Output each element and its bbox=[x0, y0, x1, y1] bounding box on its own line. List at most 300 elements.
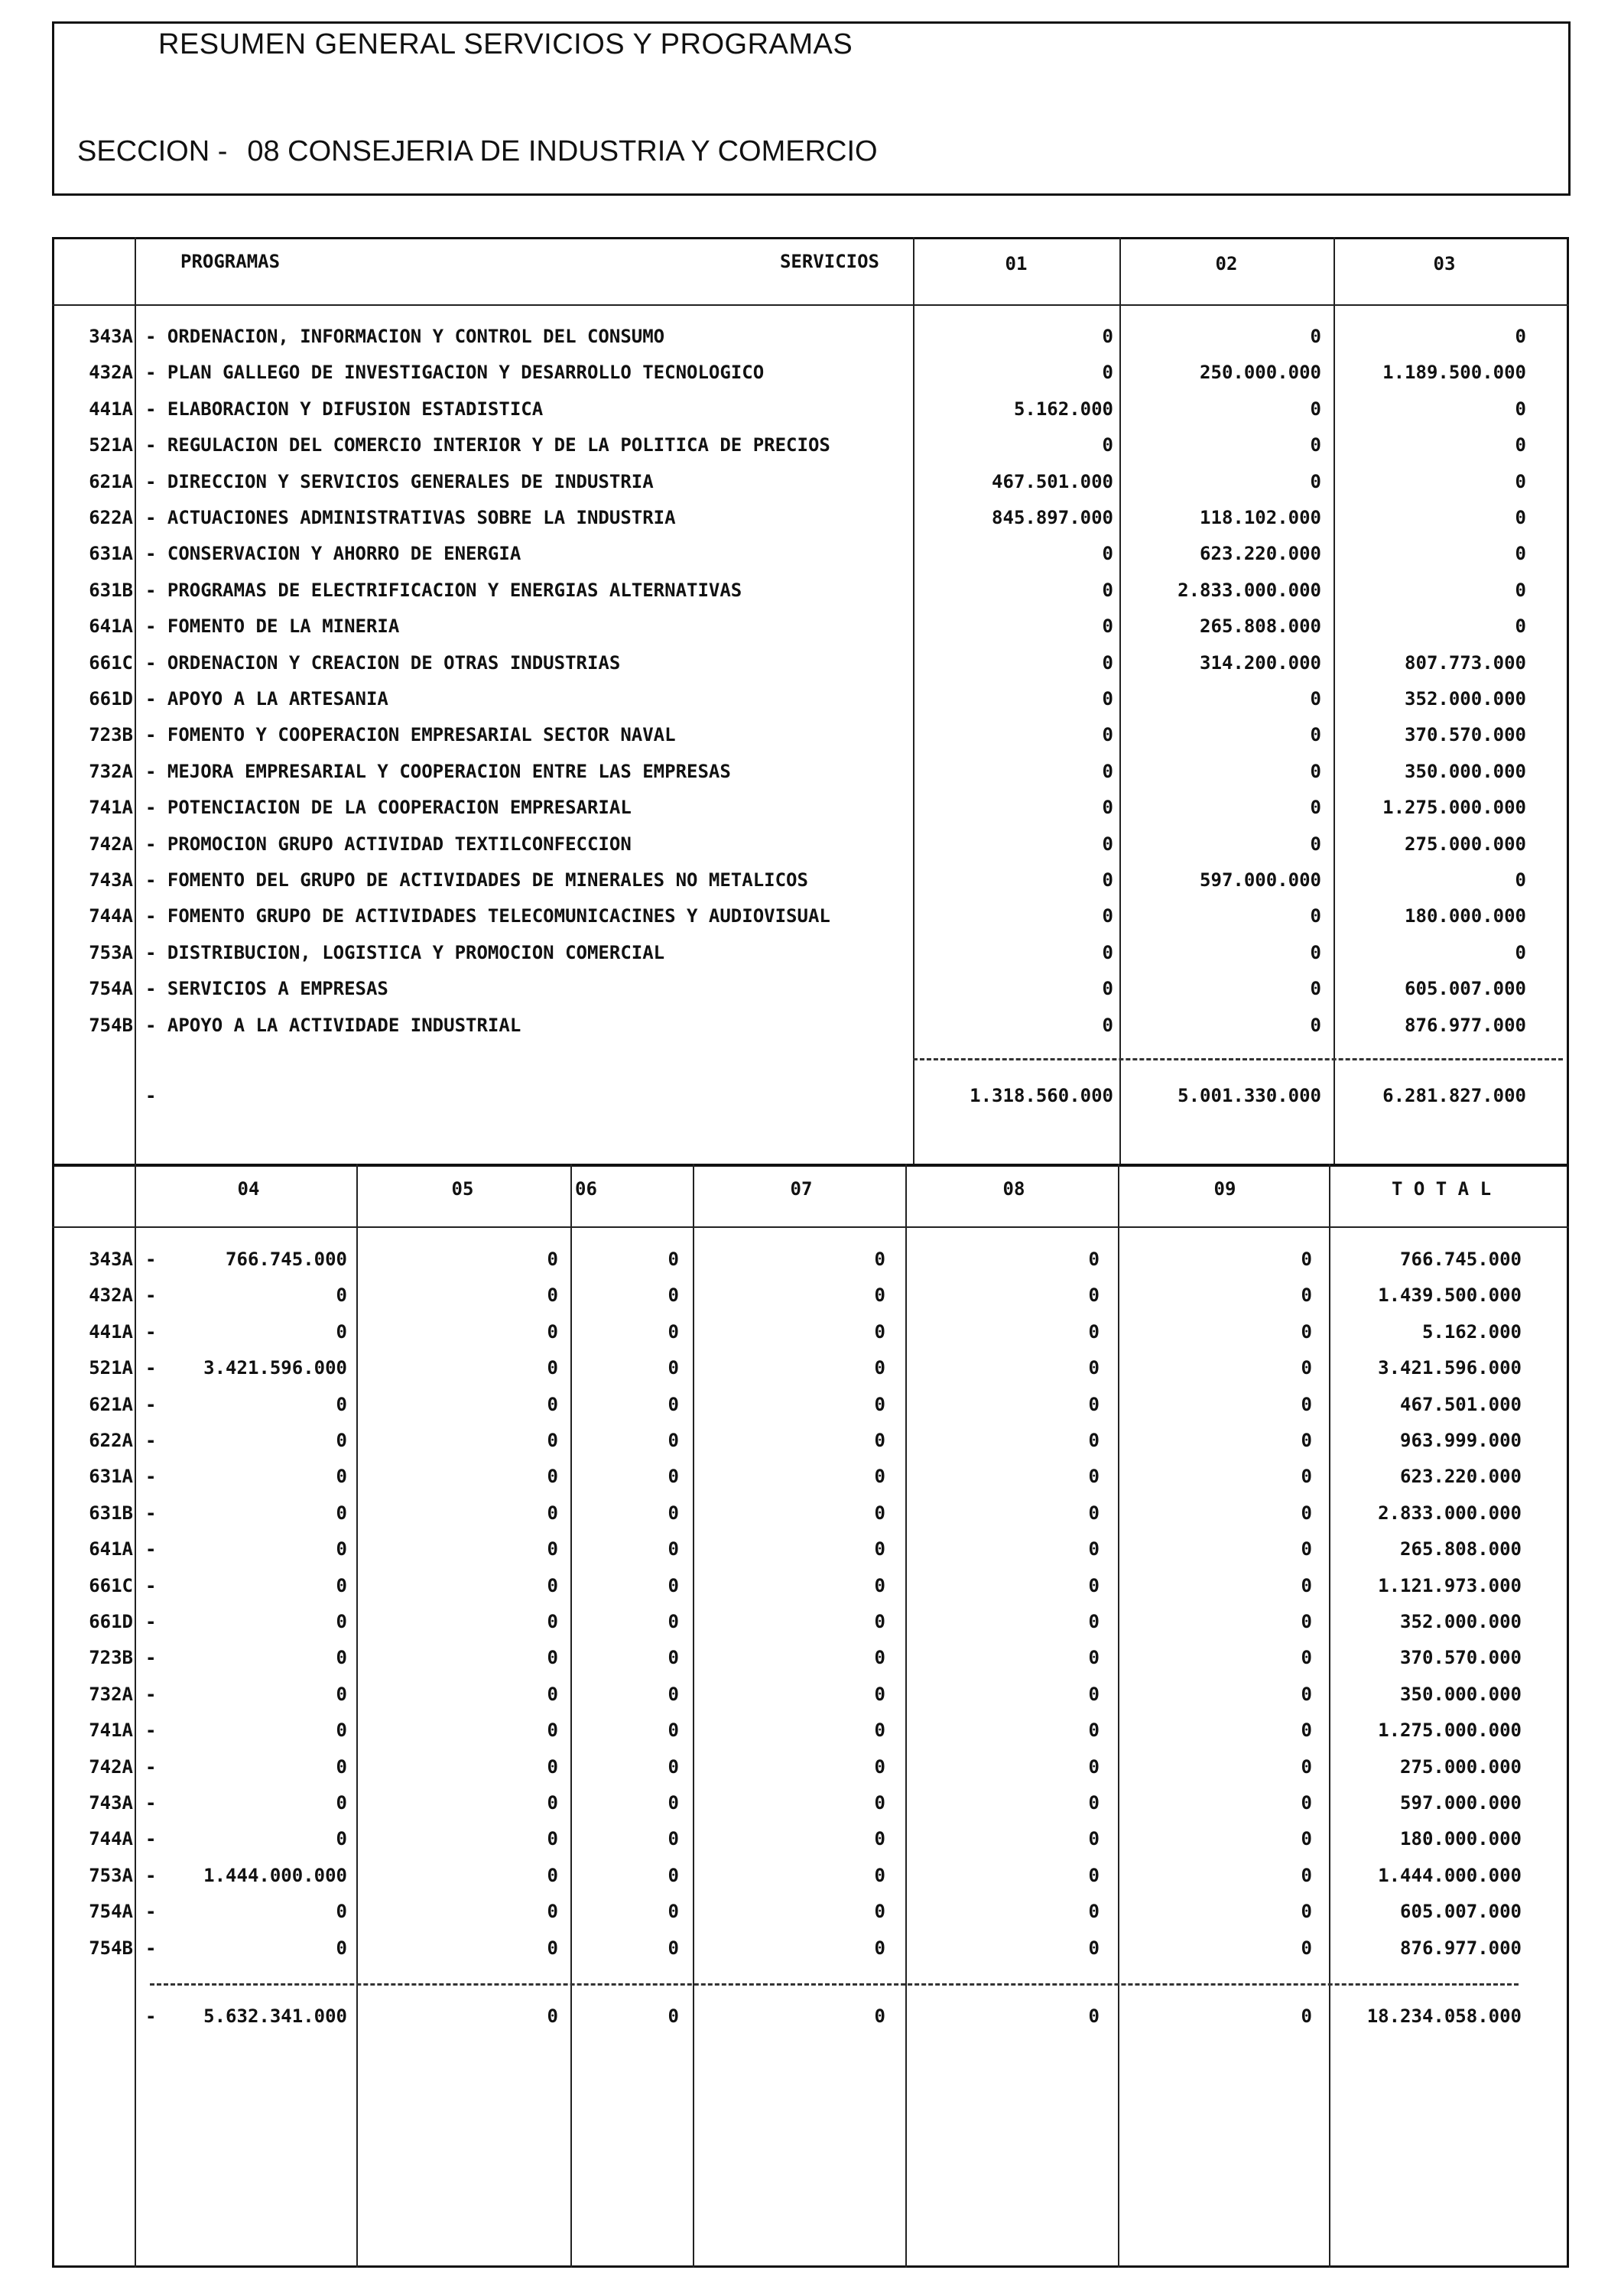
row-description: - ORDENACION, INFORMACION Y CONTROL DEL CONSUMO bbox=[145, 326, 665, 347]
row-code: 744A bbox=[89, 1828, 133, 1849]
cell-03: 350.000.000 bbox=[1405, 761, 1526, 782]
servicios-header: SERVICIOS bbox=[779, 251, 879, 272]
part1-header-rule bbox=[52, 304, 1569, 306]
row-code: 753A bbox=[89, 942, 133, 963]
cell-04: 0 bbox=[336, 1792, 347, 1814]
cell-08: 0 bbox=[1088, 1538, 1100, 1560]
row-description: - PROGRAMAS DE ELECTRIFICACION Y ENERGIAS ALTERNATIVAS bbox=[145, 580, 742, 601]
row-description: - DISTRIBUCION, LOGISTICA Y PROMOCION COMERCIAL bbox=[145, 942, 665, 963]
cell-01: 0 bbox=[1102, 688, 1113, 710]
cell-total: 3.421.596.000 bbox=[1378, 1357, 1522, 1379]
cell-01: 0 bbox=[1102, 942, 1113, 963]
section-value: 08 CONSEJERIA DE INDUSTRIA Y COMERCIO bbox=[247, 135, 878, 167]
cell-04: 0 bbox=[336, 1828, 347, 1849]
cell-total: 275.000.000 bbox=[1400, 1756, 1522, 1778]
cell-07: 0 bbox=[874, 1466, 885, 1487]
cell-06: 0 bbox=[668, 1357, 679, 1379]
row-dash: - bbox=[145, 1357, 157, 1379]
row-dash: - bbox=[145, 1828, 157, 1849]
part2-col-rule bbox=[905, 1164, 907, 2268]
row-code: 723B bbox=[89, 724, 133, 745]
cell-06: 0 bbox=[668, 1284, 679, 1306]
programas-header: PROGRAMAS bbox=[180, 251, 281, 272]
cell-total: 180.000.000 bbox=[1400, 1828, 1522, 1849]
cell-09: 0 bbox=[1301, 1792, 1312, 1814]
row-description: - PROMOCION GRUPO ACTIVIDAD TEXTILCONFECCION bbox=[145, 833, 632, 855]
row-code: 631A bbox=[89, 543, 133, 564]
cell-09: 0 bbox=[1301, 1538, 1312, 1560]
cell-01: 0 bbox=[1102, 362, 1113, 383]
cell-02: 0 bbox=[1310, 978, 1321, 999]
part2-col-rule bbox=[570, 1164, 572, 2268]
row-code: 622A bbox=[89, 1430, 133, 1451]
row-dash: - bbox=[145, 1249, 157, 1270]
cell-02: 0 bbox=[1310, 1015, 1321, 1036]
part1-total-01: 1.318.560.000 bbox=[970, 1085, 1113, 1106]
cell-09: 0 bbox=[1301, 1284, 1312, 1306]
cell-07: 0 bbox=[874, 1394, 885, 1415]
cell-02: 0 bbox=[1310, 905, 1321, 927]
row-dash: - bbox=[145, 1937, 157, 1959]
row-code: 744A bbox=[89, 905, 133, 927]
cell-08: 0 bbox=[1088, 1611, 1100, 1632]
col-header-01: 01 bbox=[1005, 253, 1028, 274]
cell-01: 0 bbox=[1102, 652, 1113, 674]
cell-total: 963.999.000 bbox=[1400, 1430, 1522, 1451]
row-code: 753A bbox=[89, 1865, 133, 1886]
cell-08: 0 bbox=[1088, 1684, 1100, 1705]
col-header-02: 02 bbox=[1215, 253, 1238, 274]
cell-07: 0 bbox=[874, 1430, 885, 1451]
cell-01: 0 bbox=[1102, 833, 1113, 855]
part2-header-rule bbox=[52, 1226, 1569, 1228]
cell-02: 0 bbox=[1310, 434, 1321, 456]
part1-col-rule bbox=[135, 237, 136, 1164]
cell-03: 807.773.000 bbox=[1405, 652, 1526, 674]
row-code: 521A bbox=[89, 434, 133, 456]
cell-03: 605.007.000 bbox=[1405, 978, 1526, 999]
cell-02: 0 bbox=[1310, 942, 1321, 963]
cell-08: 0 bbox=[1088, 1792, 1100, 1814]
row-code: 441A bbox=[89, 398, 133, 420]
cell-06: 0 bbox=[668, 1575, 679, 1596]
row-code: 343A bbox=[89, 326, 133, 347]
cell-03: 1.275.000.000 bbox=[1382, 797, 1526, 818]
cell-09: 0 bbox=[1301, 1720, 1312, 1741]
row-description: - DIRECCION Y SERVICIOS GENERALES DE INDUSTRIA bbox=[145, 471, 654, 492]
cell-02: 0 bbox=[1310, 326, 1321, 347]
cell-05: 0 bbox=[547, 1357, 558, 1379]
cell-03: 0 bbox=[1515, 326, 1526, 347]
cell-02: 2.833.000.000 bbox=[1178, 580, 1321, 601]
row-code: 631B bbox=[89, 580, 133, 601]
cell-05: 0 bbox=[547, 1792, 558, 1814]
row-code: 432A bbox=[89, 1284, 133, 1306]
cell-03: 0 bbox=[1515, 615, 1526, 637]
cell-03: 370.570.000 bbox=[1405, 724, 1526, 745]
cell-07: 0 bbox=[874, 1684, 885, 1705]
row-description: - APOYO A LA ACTIVIDADE INDUSTRIAL bbox=[145, 1015, 521, 1036]
cell-total: 766.745.000 bbox=[1400, 1249, 1522, 1270]
cell-07: 0 bbox=[874, 1756, 885, 1778]
section-label: SECCION - bbox=[77, 135, 228, 167]
part2-col-rule bbox=[356, 1164, 358, 2268]
cell-04: 0 bbox=[336, 1321, 347, 1343]
cell-05: 0 bbox=[547, 1575, 558, 1596]
cell-total: 467.501.000 bbox=[1400, 1394, 1522, 1415]
cell-03: 275.000.000 bbox=[1405, 833, 1526, 855]
part2-total-09: 0 bbox=[1301, 2005, 1312, 2027]
row-description: - FOMENTO GRUPO DE ACTIVIDADES TELECOMUNICACINES Y AUDIOVISUAL bbox=[145, 905, 830, 927]
cell-04: 1.444.000.000 bbox=[203, 1865, 347, 1886]
col-header-total: T O T A L bbox=[1391, 1178, 1492, 1200]
col-header-06: 06 bbox=[575, 1178, 597, 1200]
cell-07: 0 bbox=[874, 1502, 885, 1524]
cell-09: 0 bbox=[1301, 1611, 1312, 1632]
cell-01: 5.162.000 bbox=[1013, 398, 1113, 420]
row-dash: - bbox=[145, 1792, 157, 1814]
row-description: - FOMENTO Y COOPERACION EMPRESARIAL SECTOR NAVAL bbox=[145, 724, 676, 745]
cell-05: 0 bbox=[547, 1249, 558, 1270]
cell-09: 0 bbox=[1301, 1756, 1312, 1778]
cell-06: 0 bbox=[668, 1502, 679, 1524]
cell-01: 0 bbox=[1102, 326, 1113, 347]
cell-08: 0 bbox=[1088, 1430, 1100, 1451]
cell-04: 0 bbox=[336, 1720, 347, 1741]
cell-02: 0 bbox=[1310, 724, 1321, 745]
cell-04: 0 bbox=[336, 1756, 347, 1778]
cell-09: 0 bbox=[1301, 1865, 1312, 1886]
part2-total-05: 0 bbox=[547, 2005, 558, 2027]
cell-02: 265.808.000 bbox=[1200, 615, 1321, 637]
row-dash: - bbox=[145, 1284, 157, 1306]
row-description: - ORDENACION Y CREACION DE OTRAS INDUSTRIAS bbox=[145, 652, 621, 674]
cell-total: 5.162.000 bbox=[1421, 1321, 1522, 1343]
cell-04: 0 bbox=[336, 1611, 347, 1632]
cell-04: 0 bbox=[336, 1937, 347, 1959]
cell-07: 0 bbox=[874, 1647, 885, 1668]
row-dash: - bbox=[145, 1502, 157, 1524]
cell-06: 0 bbox=[668, 1647, 679, 1668]
cell-04: 0 bbox=[336, 1466, 347, 1487]
cell-07: 0 bbox=[874, 1321, 885, 1343]
row-code: 441A bbox=[89, 1321, 133, 1343]
cell-05: 0 bbox=[547, 1430, 558, 1451]
cell-01: 0 bbox=[1102, 434, 1113, 456]
cell-08: 0 bbox=[1088, 1756, 1100, 1778]
row-code: 521A bbox=[89, 1357, 133, 1379]
cell-total: 1.444.000.000 bbox=[1378, 1865, 1522, 1886]
col-header-08: 08 bbox=[1002, 1178, 1025, 1200]
cell-08: 0 bbox=[1088, 1394, 1100, 1415]
cell-08: 0 bbox=[1088, 1720, 1100, 1741]
cell-09: 0 bbox=[1301, 1321, 1312, 1343]
cell-09: 0 bbox=[1301, 1466, 1312, 1487]
cell-09: 0 bbox=[1301, 1430, 1312, 1451]
cell-08: 0 bbox=[1088, 1321, 1100, 1343]
cell-01: 0 bbox=[1102, 905, 1113, 927]
row-description: - REGULACION DEL COMERCIO INTERIOR Y DE LA POLITICA DE PRECIOS bbox=[145, 434, 830, 456]
cell-07: 0 bbox=[874, 1901, 885, 1922]
cell-08: 0 bbox=[1088, 1249, 1100, 1270]
cell-02: 0 bbox=[1310, 471, 1321, 492]
cell-03: 0 bbox=[1515, 580, 1526, 601]
cell-09: 0 bbox=[1301, 1394, 1312, 1415]
part2-total-dash: - bbox=[145, 2005, 157, 2027]
row-dash: - bbox=[145, 1684, 157, 1705]
cell-02: 0 bbox=[1310, 688, 1321, 710]
row-description: - POTENCIACION DE LA COOPERACION EMPRESARIAL bbox=[145, 797, 632, 818]
row-dash: - bbox=[145, 1865, 157, 1886]
cell-total: 605.007.000 bbox=[1400, 1901, 1522, 1922]
cell-05: 0 bbox=[547, 1466, 558, 1487]
cell-05: 0 bbox=[547, 1720, 558, 1741]
cell-07: 0 bbox=[874, 1937, 885, 1959]
row-dash: - bbox=[145, 1430, 157, 1451]
row-description: - CONSERVACION Y AHORRO DE ENERGIA bbox=[145, 543, 521, 564]
row-code: 622A bbox=[89, 507, 133, 528]
cell-02: 118.102.000 bbox=[1200, 507, 1321, 528]
cell-09: 0 bbox=[1301, 1575, 1312, 1596]
row-description: - PLAN GALLEGO DE INVESTIGACION Y DESARROLLO TECNOLOGICO bbox=[145, 362, 765, 383]
cell-03: 0 bbox=[1515, 471, 1526, 492]
cell-01: 0 bbox=[1102, 724, 1113, 745]
cell-07: 0 bbox=[874, 1865, 885, 1886]
cell-02: 0 bbox=[1310, 797, 1321, 818]
cell-08: 0 bbox=[1088, 1647, 1100, 1668]
cell-total: 623.220.000 bbox=[1400, 1466, 1522, 1487]
cell-03: 352.000.000 bbox=[1405, 688, 1526, 710]
cell-05: 0 bbox=[547, 1394, 558, 1415]
row-code: 754A bbox=[89, 1901, 133, 1922]
cell-02: 623.220.000 bbox=[1200, 543, 1321, 564]
cell-01: 0 bbox=[1102, 869, 1113, 891]
row-description: - ELABORACION Y DIFUSION ESTADISTICA bbox=[145, 398, 544, 420]
part1-total-02: 5.001.330.000 bbox=[1178, 1085, 1321, 1106]
cell-04: 0 bbox=[336, 1430, 347, 1451]
row-code: 732A bbox=[89, 761, 133, 782]
row-dash: - bbox=[145, 1321, 157, 1343]
cell-05: 0 bbox=[547, 1502, 558, 1524]
cell-02: 0 bbox=[1310, 761, 1321, 782]
cell-06: 0 bbox=[668, 1466, 679, 1487]
row-description: - MEJORA EMPRESARIAL Y COOPERACION ENTRE LAS EMPRESAS bbox=[145, 761, 731, 782]
cell-01: 0 bbox=[1102, 543, 1113, 564]
cell-08: 0 bbox=[1088, 1357, 1100, 1379]
document-header bbox=[52, 21, 1571, 196]
cell-01: 467.501.000 bbox=[992, 471, 1113, 492]
cell-03: 1.189.500.000 bbox=[1382, 362, 1526, 383]
cell-04: 0 bbox=[336, 1575, 347, 1596]
part2-total-04: 5.632.341.000 bbox=[203, 2005, 347, 2027]
cell-06: 0 bbox=[668, 1901, 679, 1922]
part2-total-total: 18.234.058.000 bbox=[1366, 2005, 1522, 2027]
row-dash: - bbox=[145, 1575, 157, 1596]
cell-03: 0 bbox=[1515, 543, 1526, 564]
cell-04: 0 bbox=[336, 1647, 347, 1668]
row-code: 741A bbox=[89, 1720, 133, 1741]
section-line bbox=[77, 135, 878, 168]
cell-04: 0 bbox=[336, 1538, 347, 1560]
cell-total: 597.000.000 bbox=[1400, 1792, 1522, 1814]
part2-total-08: 0 bbox=[1088, 2005, 1100, 2027]
cell-01: 0 bbox=[1102, 797, 1113, 818]
cell-05: 0 bbox=[547, 1937, 558, 1959]
part1-total-03: 6.281.827.000 bbox=[1382, 1085, 1526, 1106]
cell-05: 0 bbox=[547, 1901, 558, 1922]
cell-08: 0 bbox=[1088, 1575, 1100, 1596]
cell-01: 845.897.000 bbox=[992, 507, 1113, 528]
cell-01: 0 bbox=[1102, 761, 1113, 782]
row-code: 742A bbox=[89, 1756, 133, 1778]
cell-09: 0 bbox=[1301, 1357, 1312, 1379]
row-code: 631A bbox=[89, 1466, 133, 1487]
row-code: 754B bbox=[89, 1015, 133, 1036]
cell-01: 0 bbox=[1102, 1015, 1113, 1036]
cell-total: 350.000.000 bbox=[1400, 1684, 1522, 1705]
cell-03: 0 bbox=[1515, 398, 1526, 420]
cell-09: 0 bbox=[1301, 1684, 1312, 1705]
cell-06: 0 bbox=[668, 1611, 679, 1632]
cell-06: 0 bbox=[668, 1684, 679, 1705]
cell-04: 0 bbox=[336, 1284, 347, 1306]
cell-03: 180.000.000 bbox=[1405, 905, 1526, 927]
cell-09: 0 bbox=[1301, 1901, 1312, 1922]
cell-05: 0 bbox=[547, 1321, 558, 1343]
cell-06: 0 bbox=[668, 1321, 679, 1343]
cell-01: 0 bbox=[1102, 978, 1113, 999]
row-code: 741A bbox=[89, 797, 133, 818]
row-code: 754B bbox=[89, 1937, 133, 1959]
cell-01: 0 bbox=[1102, 580, 1113, 601]
cell-06: 0 bbox=[668, 1394, 679, 1415]
cell-05: 0 bbox=[547, 1828, 558, 1849]
part2-total-07: 0 bbox=[874, 2005, 885, 2027]
cell-02: 0 bbox=[1310, 833, 1321, 855]
row-code: 621A bbox=[89, 1394, 133, 1415]
cell-total: 370.570.000 bbox=[1400, 1647, 1522, 1668]
row-code: 754A bbox=[89, 978, 133, 999]
row-description: - FOMENTO DEL GRUPO DE ACTIVIDADES DE MINERALES NO METALICOS bbox=[145, 869, 808, 891]
cell-07: 0 bbox=[874, 1828, 885, 1849]
cell-06: 0 bbox=[668, 1756, 679, 1778]
col-header-09: 09 bbox=[1213, 1178, 1236, 1200]
cell-08: 0 bbox=[1088, 1502, 1100, 1524]
row-code: 631B bbox=[89, 1502, 133, 1524]
row-dash: - bbox=[145, 1538, 157, 1560]
cell-06: 0 bbox=[668, 1828, 679, 1849]
cell-05: 0 bbox=[547, 1756, 558, 1778]
row-code: 343A bbox=[89, 1249, 133, 1270]
cell-06: 0 bbox=[668, 1865, 679, 1886]
row-code: 661C bbox=[89, 1575, 133, 1596]
cell-06: 0 bbox=[668, 1792, 679, 1814]
row-description: - APOYO A LA ARTESANIA bbox=[145, 688, 388, 710]
cell-07: 0 bbox=[874, 1357, 885, 1379]
row-code: 621A bbox=[89, 471, 133, 492]
cell-04: 766.745.000 bbox=[226, 1249, 347, 1270]
part1-total-rule bbox=[913, 1058, 1563, 1060]
cell-06: 0 bbox=[668, 1430, 679, 1451]
cell-02: 314.200.000 bbox=[1200, 652, 1321, 674]
cell-04: 0 bbox=[336, 1684, 347, 1705]
row-description: - FOMENTO DE LA MINERIA bbox=[145, 615, 400, 637]
row-code: 641A bbox=[89, 615, 133, 637]
cell-04: 0 bbox=[336, 1901, 347, 1922]
cell-07: 0 bbox=[874, 1611, 885, 1632]
row-code: 732A bbox=[89, 1684, 133, 1705]
cell-01: 0 bbox=[1102, 615, 1113, 637]
row-dash: - bbox=[145, 1720, 157, 1741]
cell-09: 0 bbox=[1301, 1647, 1312, 1668]
row-dash: - bbox=[145, 1394, 157, 1415]
cell-07: 0 bbox=[874, 1538, 885, 1560]
cell-05: 0 bbox=[547, 1647, 558, 1668]
cell-08: 0 bbox=[1088, 1828, 1100, 1849]
cell-03: 0 bbox=[1515, 434, 1526, 456]
cell-05: 0 bbox=[547, 1284, 558, 1306]
cell-08: 0 bbox=[1088, 1466, 1100, 1487]
cell-05: 0 bbox=[547, 1611, 558, 1632]
cell-07: 0 bbox=[874, 1249, 885, 1270]
row-description: - SERVICIOS A EMPRESAS bbox=[145, 978, 388, 999]
cell-total: 1.275.000.000 bbox=[1378, 1720, 1522, 1741]
col-header-04: 04 bbox=[237, 1178, 260, 1200]
row-code: 641A bbox=[89, 1538, 133, 1560]
cell-04: 0 bbox=[336, 1502, 347, 1524]
cell-04: 0 bbox=[336, 1394, 347, 1415]
col-header-05: 05 bbox=[451, 1178, 474, 1200]
report-title: RESUMEN GENERAL SERVICIOS Y PROGRAMAS bbox=[158, 28, 853, 60]
row-dash: - bbox=[145, 1466, 157, 1487]
cell-08: 0 bbox=[1088, 1937, 1100, 1959]
cell-07: 0 bbox=[874, 1284, 885, 1306]
cell-03: 0 bbox=[1515, 942, 1526, 963]
part2-col-rule bbox=[135, 1164, 136, 2268]
cell-06: 0 bbox=[668, 1538, 679, 1560]
row-dash: - bbox=[145, 1901, 157, 1922]
cell-02: 250.000.000 bbox=[1200, 362, 1321, 383]
row-code: 743A bbox=[89, 1792, 133, 1814]
part-divider bbox=[52, 1164, 1569, 1167]
row-description: - ACTUACIONES ADMINISTRATIVAS SOBRE LA INDUSTRIA bbox=[145, 507, 676, 528]
cell-total: 352.000.000 bbox=[1400, 1611, 1522, 1632]
cell-08: 0 bbox=[1088, 1901, 1100, 1922]
cell-04: 3.421.596.000 bbox=[203, 1357, 347, 1379]
cell-07: 0 bbox=[874, 1720, 885, 1741]
cell-02: 597.000.000 bbox=[1200, 869, 1321, 891]
cell-09: 0 bbox=[1301, 1249, 1312, 1270]
part2-total-06: 0 bbox=[668, 2005, 679, 2027]
part2-total-rule bbox=[150, 1983, 1519, 1986]
cell-05: 0 bbox=[547, 1865, 558, 1886]
cell-08: 0 bbox=[1088, 1284, 1100, 1306]
cell-02: 0 bbox=[1310, 398, 1321, 420]
part1-total-dash: - bbox=[145, 1085, 157, 1106]
cell-07: 0 bbox=[874, 1792, 885, 1814]
cell-09: 0 bbox=[1301, 1828, 1312, 1849]
cell-06: 0 bbox=[668, 1720, 679, 1741]
cell-03: 876.977.000 bbox=[1405, 1015, 1526, 1036]
cell-03: 0 bbox=[1515, 869, 1526, 891]
row-code: 661D bbox=[89, 1611, 133, 1632]
cell-total: 1.439.500.000 bbox=[1378, 1284, 1522, 1306]
cell-total: 876.977.000 bbox=[1400, 1937, 1522, 1959]
cell-09: 0 bbox=[1301, 1502, 1312, 1524]
row-code: 661C bbox=[89, 652, 133, 674]
cell-total: 2.833.000.000 bbox=[1378, 1502, 1522, 1524]
cell-total: 1.121.973.000 bbox=[1378, 1575, 1522, 1596]
